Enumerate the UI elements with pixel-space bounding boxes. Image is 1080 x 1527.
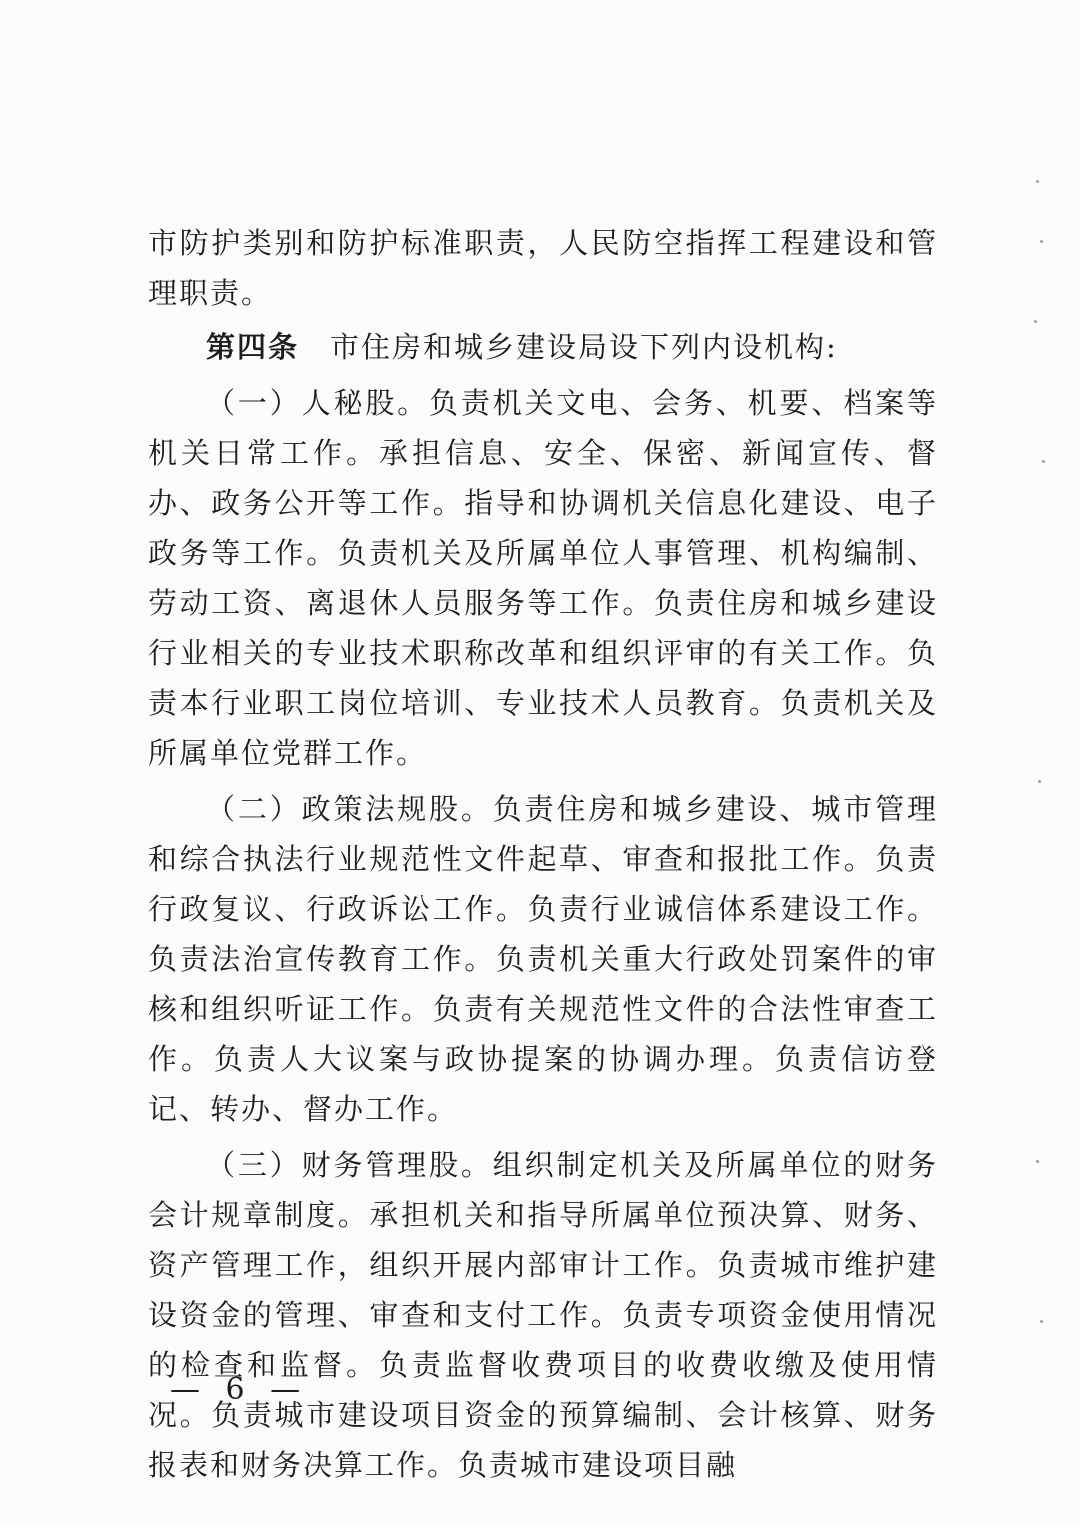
section-policy-regulations: （二）政策法规股。负责住房和城乡建设、城市管理和综合执法行业规范性文件起草、审查和报批工作。负责行政复议、行政诉讼工作。负责行业诚信体系建设工作。负责法治宣传教育工作。负责机关重大行政处罚案件的审核和组织听证工作。负责有关规范性文件的合法性审查工作。负责人大议案与政协提案的协调办理。负责信访登记、转办、督办工作。 — [148, 792, 938, 1126]
section-personnel-secretariat: （一）人秘股。负责机关文电、会务、机要、档案等机关日常工作。承担信息、安全、保密、新闻宣传、督办、政务公开等工作。指导和协调机关信息化建设、电子政务等工作。负责机关及所属单位人事管理、机构编制、劳动工资、离退休人员服务等工作。负责住房和城乡建设行业相关的专业技术职称改革和组织评审的有关工作。负责本行业职工岗位培训、专业技术人员教育。负责机关及所属单位党群工作。 — [148, 386, 938, 770]
scan-artifacts — [1030, 160, 1050, 1460]
scan-speck — [1036, 180, 1039, 183]
article-four-intro — [148, 322, 938, 372]
article-heading: 第四条 — [206, 330, 300, 364]
scan-speck — [1038, 780, 1041, 783]
scan-speck — [1034, 320, 1037, 323]
scan-speck — [1040, 240, 1043, 243]
continuation-paragraph-block — [148, 218, 938, 318]
page-number: — 6 — — [170, 1372, 309, 1407]
article-body — [148, 322, 938, 1490]
scan-speck — [1042, 460, 1045, 463]
scan-speck — [1040, 1320, 1043, 1323]
article-intro-text: 市住房和城乡建设局设下列内设机构: — [299, 330, 838, 364]
scan-speck — [1036, 1160, 1039, 1163]
continuation-paragraph: 市防护类别和防护标准职责，人民防空指挥工程建设和管理职责。 — [148, 226, 938, 310]
section-financial-management: （三）财务管理股。组织制定机关及所属单位的财务会计规章制度。承担机关和指导所属单位预决算、财务、资产管理工作，组织开展内部审计工作。负责城市维护建设资金的管理、审查和支付工作。负责专项资金使用情况的检查和监督。负责监督收费项目的收费收缴及使用情况。负责城市建设项目资金的预算编制、会计核算、财务报表和财务决算工作。负责城市建设项目融 — [148, 1148, 938, 1482]
